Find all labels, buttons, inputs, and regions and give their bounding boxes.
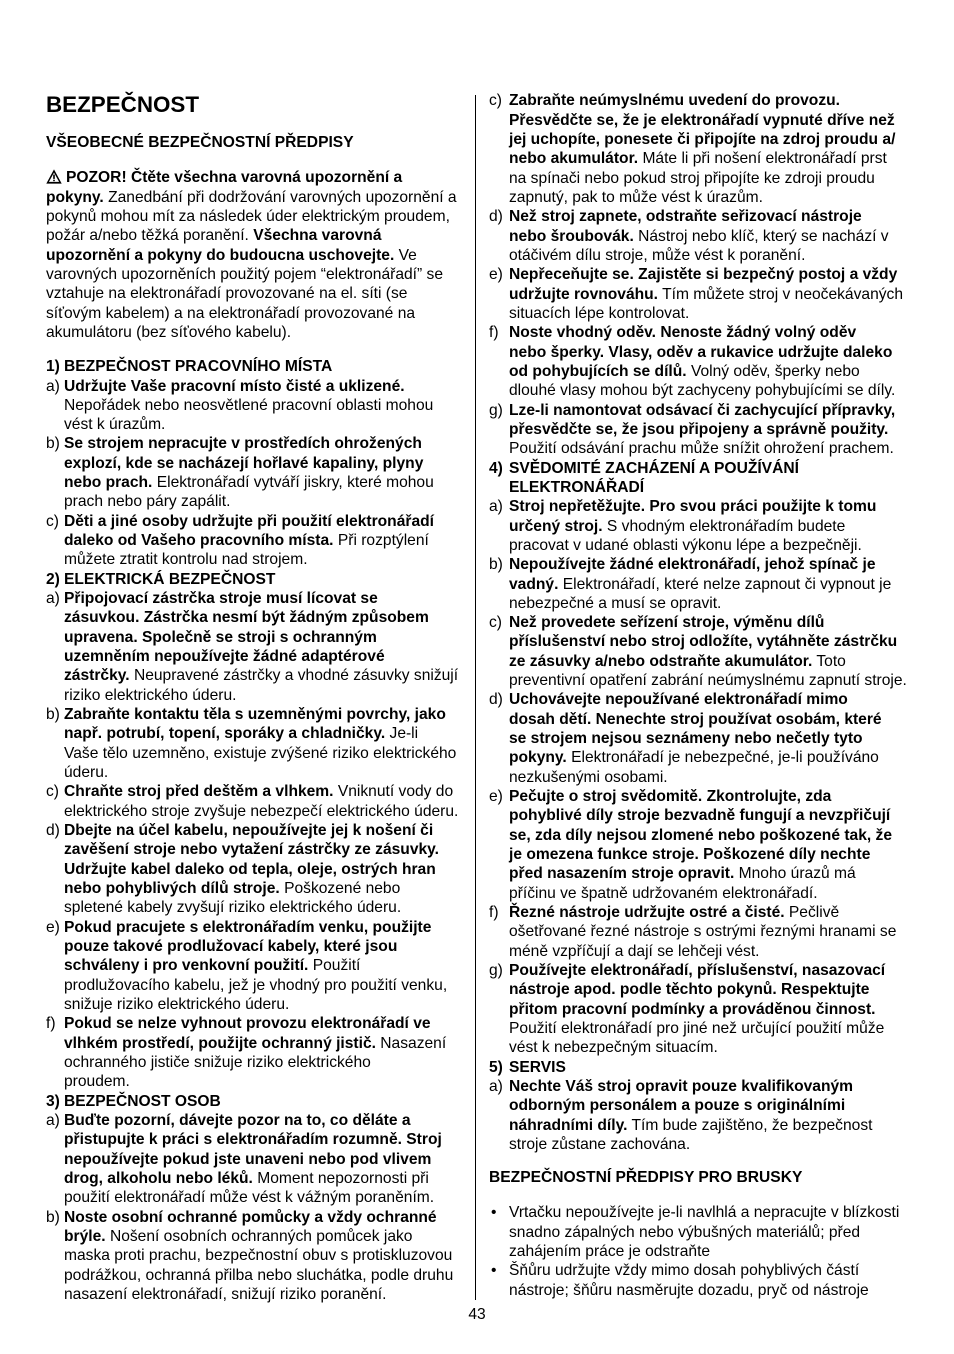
rule-item [489, 961, 939, 1058]
section-number: 4) [489, 459, 503, 477]
item-body-text: Toto preventivní opatření zabrání neúmyslnému zapnutí stroje. [509, 652, 907, 690]
rule-item [489, 555, 939, 613]
item-text [64, 1111, 442, 1208]
item-text [509, 207, 889, 265]
item-bold-text: Zabraňte neúmyslnému uvedení do provozu. Přesvědčte se, že je elektronářadí vypnuté dříve než jej uchopíte, ponesete či připojíte na zdroj proudu a/ nebo akumulátor. [509, 92, 896, 168]
rule-item [46, 821, 466, 918]
item-text [64, 434, 434, 511]
item-body-text: Tím bude zajištěno, že bezpečnost stroje zůstane zachována. [509, 1116, 873, 1154]
item-body-text: Neupravené zástrčky a vhodné zásuvky snižují riziko elektrického úderu. [64, 667, 459, 704]
item-bold-text: Používejte elektronářadí, příslušenství, nasazovací nástroje apod. podle těchto pokynů. Respektujte přitom pracovní podmínky a prováděnou činnost. [509, 962, 886, 1018]
item-text [64, 918, 447, 1015]
bullet-icon: • [491, 1262, 497, 1280]
section-number: 3) [46, 1092, 60, 1110]
item-bold-text: Zabraňte kontaktu těla s uzemněnými povrchy, jako např. potrubí, topení, sporáky a chladničky. [64, 706, 446, 743]
section-heading [489, 1058, 939, 1077]
item-bold-text: Udržujte Vaše pracovní místo čisté a uklizené. [64, 377, 405, 395]
item-label: d) [489, 208, 503, 226]
item-bold-text: Pokud se nelze vyhnout provozu elektronářadí ve vlhkém prostředí, použijte ochranný jistič. [64, 1015, 431, 1052]
rule-item [46, 589, 466, 705]
general-safety-heading: VŠEOBECNÉ BEZPEČNOSTNÍ PŘEDPISY [46, 134, 354, 152]
item-bold-text: Děti a jiné osoby udržujte při použití elektronářadí daleko od Vašeho pracovního místa. [64, 512, 434, 550]
item-text [509, 401, 895, 459]
item-bold-text: Buďte pozorní, dávejte pozor na to, co děláte a přistupujte k práci s elektronářadím rozumně. Stroj nepoužívejte pokud jste unaveni nebo pod vlivem drog, alkoholu nebo léků. [64, 1111, 442, 1187]
item-text [64, 782, 458, 821]
page-title: BEZPEČNOST [46, 92, 200, 117]
bullet-text: Vrtačku nepoužívejte je-li navlhlá a nepracujte v blízkosti snadno zápalných nebo výbušných materiálů; před zahájením práce je odstraňte [509, 1204, 900, 1260]
item-text [509, 690, 882, 787]
rule-item [46, 1208, 466, 1305]
section-title: BEZPEČNOST OSOB [64, 1092, 221, 1110]
item-text [509, 961, 885, 1058]
item-label: b) [46, 435, 60, 453]
section-title: BEZPEČNOST PRACOVNÍHO MÍSTA [64, 358, 333, 376]
item-bold-text: Noste vhodný oděv. Nenoste žádný volný oděv nebo šperky. Vlasy, oděv a rukavice udržujte daleko od pohybujících se dílů. [509, 324, 893, 380]
item-body-text: Při rozptýlení můžete ztratit kontrolu nad strojem. [64, 532, 429, 569]
item-bold-text: Lze-li namontovat odsávací či zachycující přípravky, přesvědčte se, že jsou připojeny a správně použity. [509, 401, 896, 438]
item-text [64, 1208, 453, 1305]
item-label: f) [489, 904, 499, 922]
item-label: c) [489, 614, 502, 632]
item-text [509, 903, 896, 961]
rule-item [46, 434, 466, 511]
item-label: a) [46, 1111, 60, 1129]
rule-item [46, 782, 466, 821]
item-bold-text: Pokud pracujete s elektronářadím venku, použijte pouze takové prodlužovací kabely, které jsou schváleny i pro venkovní použití. [64, 918, 432, 975]
item-text [509, 555, 891, 613]
right-column [489, 91, 939, 1300]
item-bold-text: Nepoužívejte žádné elektronářadí, jehož spínač je vadný. [509, 556, 876, 593]
rule-item [46, 1111, 466, 1208]
rule-item [489, 265, 939, 323]
rule-item [489, 91, 939, 207]
warning-bold-text: POZOR! Čtěte všechna varovná upozornění a pokyny. [46, 169, 403, 206]
grinder-rules-list [489, 1203, 939, 1300]
item-body-text: Je-li Vaše tělo uzemněno, existuje zvýšené riziko elektrického úderu. [64, 725, 457, 782]
item-body-text: Elektronářadí je nebezpečné, je-li používáno nezkušenými osobami. [509, 749, 879, 786]
item-label: b) [46, 1208, 60, 1226]
item-body-text: Mnoho úrazů má příčinu ve špatně udržovaném elektronářadí. [509, 865, 856, 902]
item-bold-text: Než provedete seřízení stroje, výměnu dílů příslušenství nebo stroj odložíte, vytáhněte zástrčku ze zásuvky a/nebo odstraňte akumulátor. [509, 614, 898, 670]
item-label: d) [489, 691, 503, 709]
item-bold-text: Stroj nepřetěžujte. Pro svou práci použijte k tomu určený stroj. [509, 498, 877, 535]
item-label: e) [489, 788, 503, 806]
item-bold-text: Noste osobní ochranné pomůcky a vždy ochranné brýle. [64, 1208, 437, 1245]
item-body-text: Pečlivě ošetřované řezné nástroje s ostrými řeznými hranami se méně vzpříčují a dají se lehčeji vést. [509, 904, 897, 960]
item-text [64, 1014, 446, 1091]
warning-bold-text: Všechna varovná upozornění a pokyny do budoucna uschovejte. [46, 227, 395, 264]
section-title: SERVIS [509, 1058, 566, 1076]
item-label: a) [489, 1078, 503, 1096]
item-bold-text: Řezné nástroje udržujte ostré a čisté. [509, 904, 785, 922]
item-label: c) [46, 512, 59, 530]
warning-body-text: Zanedbání při dodržování varovných upozornění a pokynů mohou mít za následek úder elektrickým proudem, požár a/nebo těžká poranění. [46, 188, 457, 245]
section-heading [46, 357, 466, 376]
section-title: ELEKTRICKÁ BEZPEČNOST [64, 570, 276, 588]
rule-item [489, 613, 939, 690]
item-body-text: Použití prodlužovacího kabelu, jež je vhodný pro použití venku, snižuje riziko elektrického úderu. [64, 957, 448, 1013]
item-text [509, 787, 892, 903]
item-body-text: Tím můžete stroj v neočekávaných situacích lépe kontrolovat. [509, 285, 904, 322]
section-heading [489, 459, 939, 498]
rule-item [489, 497, 939, 555]
grinder-rules-heading: BEZPEČNOSTNÍ PŘEDPISY PRO BRUSKY [489, 1169, 803, 1187]
item-label: a) [489, 498, 503, 516]
rule-item [46, 1014, 466, 1091]
warning-paragraph [46, 168, 466, 342]
section-number: 2) [46, 570, 60, 588]
item-body-text: Použití elektronářadí pro jiné než určující použití může vést k nebezpečným situacím. [509, 1020, 885, 1057]
item-body-text: Máte li při nošení elektronářadí prst na spínači nebo pokud stroj připojíte ke zdroji proudu zapnutý, pak to může vést k úrazům. [509, 150, 887, 206]
item-body-text: Nepořádek nebo neosvětlené pracovní oblasti mohou vést k úrazům. [64, 396, 434, 434]
page-number: 43 [468, 1306, 486, 1323]
rule-item [46, 705, 466, 782]
item-body-text: Nošení osobních ochranných pomůcek jako maska proti prachu, bezpečnostní obuv s protiskluzovou podrážkou, ochranná přilba nebo sluchátka, podle druhu nasazení elektronářadí, snižují riziko poranění. [64, 1227, 454, 1303]
item-body-text: Použití odsávání prachu může snížit ohrožení prachem. [509, 440, 894, 458]
item-bold-text: Uchovávejte nepoužívané elektronářadí mimo dosah dětí. Nenechte stroj používat osobám, které se strojem nejsou seznámeny nebo nečetly tyto pokyny. [509, 691, 882, 767]
section-title: SVĚDOMITÉ ZACHÁZENÍ A POUŽÍVÁNÍ ELEKTRONÁŘADÍ [509, 459, 799, 496]
item-text [509, 497, 876, 555]
item-label: c) [489, 92, 502, 110]
left-sections [46, 357, 466, 1304]
item-bold-text: Nepřeceňujte se. Zajistěte si bezpečný postoj a vždy udržujte rovnováhu. [509, 266, 898, 303]
item-bold-text: Chraňte stroj před deštěm a vlhkem. [64, 783, 334, 801]
rule-item [46, 377, 466, 435]
item-label: a) [46, 590, 60, 608]
bullet-item [489, 1203, 939, 1261]
item-bold-text: Připojovací zástrčka stroje musí lícovat se zásuvkou. Zástrčka nesmí být žádným způsobem upravena. Společně se stroji s ochranným uzemněním nepoužívejte žádné adaptérové zástrčky. [64, 590, 429, 685]
item-bold-text: Se strojem nepracujte v prostředích ohrožených explozí, kde se nacházejí hořlavé kapaliny, plyny nebo prach. [64, 435, 424, 492]
item-text [64, 377, 433, 435]
section-number: 5) [489, 1058, 503, 1076]
warning-body-text: Ve varovných upozorněních použitý pojem “elektronářadí” se vztahuje na elektronářadí provozované na el. síti (se síťovým kabelem) a na elektronářadí provozované na akumulátoru (bez síťového kabelu). [46, 246, 443, 341]
item-body-text: Nástroj nebo klíč, který se nachází v otáčivém dílu stroje, může vést k poranění. [509, 227, 889, 264]
item-bold-text: Nechte Váš stroj opravit pouze kvalifikovaným odborným personálem a pouze s originálními náhradními díly. [509, 1078, 854, 1134]
item-bold-text: Než stroj zapnete, odstraňte seřizovací nástroje nebo šroubovák. [509, 208, 862, 245]
rule-item [489, 690, 939, 787]
rule-item [489, 207, 939, 265]
item-text [509, 91, 895, 207]
item-label: g) [489, 401, 503, 419]
item-label: b) [489, 556, 503, 574]
section-heading [46, 570, 466, 589]
rule-item [46, 918, 466, 1015]
item-body-text: S vhodným elektronářadím budete pracovat v udané oblasti výkonu lépe a bezpečněji. [509, 517, 862, 554]
item-text [509, 1077, 872, 1154]
item-bold-text: Pečujte o stroj svědomitě. Zkontrolujte, zda pohyblivé díly stroje bezvadně fungují a nevzpřičují se, zda díly nejsou zlomené nebo poškozené tak, že je omezena funkce stroje. Poškozené díly nechte před nasazením stroje opravit. [509, 788, 893, 883]
item-body-text: Poškozené nebo spletené kabely zvyšují riziko elektrického úderu. [64, 880, 402, 917]
item-body-text: Volný oděv, šperky nebo dlouhé vlasy mohou být zachyceny pohybujícími se díly. [509, 362, 896, 400]
rule-item [489, 323, 939, 400]
item-text [509, 265, 903, 323]
rule-item [489, 1077, 939, 1154]
item-body-text: Nasazení ochranného jističe snižuje riziko elektrického proudem. [64, 1034, 447, 1091]
item-label: f) [46, 1015, 56, 1033]
item-label: a) [46, 377, 60, 395]
item-text [64, 589, 458, 705]
left-column [46, 92, 466, 1304]
item-body-text: Elektronářadí vytváří jiskry, které mohou prach nebo páry zapálit. [64, 474, 434, 511]
section-number: 1) [46, 358, 60, 376]
item-body-text: Moment nepozornosti při použití elektronářadí může vést k vážným poraněním. [64, 1169, 435, 1207]
bullet-item [489, 1261, 939, 1300]
item-text [509, 613, 907, 690]
item-bold-text: Dbejte na účel kabelu, nepoužívejte jej k nošení či zavěšení stroje nebo vytažení zástrčky ze zásuvky. Udržujte kabel daleko od tepla, oleje, ostrých hran nebo pohyblivých dílů stroje. [64, 822, 440, 898]
rule-item [489, 787, 939, 903]
item-body-text: Vniknutí vody do elektrického stroje zvyšuje nebezpečí elektrického úderu. [64, 783, 459, 820]
rule-item [489, 903, 939, 961]
item-body-text: Elektronářadí, které nelze zapnout či vypnout je nebezpečné a musí se opravit. [509, 575, 892, 612]
item-text [64, 821, 439, 918]
item-text [509, 323, 895, 400]
warning-triangle-icon [46, 169, 62, 184]
item-text [64, 705, 456, 782]
item-label: g) [489, 962, 503, 980]
item-label: d) [46, 822, 60, 840]
rule-item [489, 401, 939, 459]
item-label: c) [46, 783, 59, 801]
column-divider [475, 95, 476, 1300]
item-label: e) [46, 918, 60, 936]
bullet-text: Šňůru udržujte vždy mimo dosah pohyblivých částí nástroje; šňůru nasměrujte dozadu, pryč od nástroje [509, 1262, 869, 1299]
section-heading [46, 1092, 466, 1111]
item-label: e) [489, 266, 503, 284]
item-text [64, 512, 434, 570]
rule-item [46, 512, 466, 570]
item-label: f) [489, 324, 499, 342]
right-sections [489, 91, 939, 1154]
item-label: b) [46, 706, 60, 724]
bullet-icon: • [491, 1204, 497, 1222]
